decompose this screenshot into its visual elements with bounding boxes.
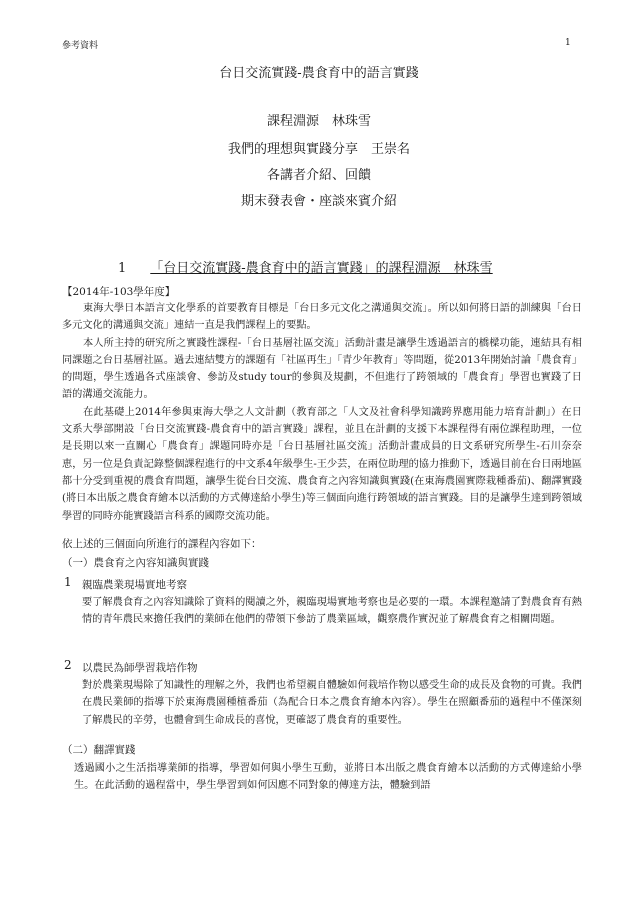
item-title: 親臨農業現場實地考察 (82, 579, 187, 591)
year-label: 【2014年-103學年度】 (62, 286, 176, 298)
section-title: 「台日交流實踐-農食育中的語言實踐」的課程淵源 林珠雪 (150, 261, 493, 276)
paragraph: 本人所主持的研究所之實踐性課程-「台日基層社區交流」活動計畫是讓學生透過語言的橋樑功能，連結具有相同課題之台日基層社區。過去連結雙方的課題有「社區再生」「青少年教育」等問題，從2013年開始討論「農食育」的問題，學生透過各式座談會、參訪及study tour的參與及規劃，不但進行了跨領域的「農食育」學習也實踐了日語的溝通交流能力。 (62, 337, 583, 401)
running-header: 參考資料 (62, 41, 99, 51)
item-number: 1 (64, 575, 72, 589)
part2-body: 透過國小之生活指導業師的指導，學習如何與小學生互動，並將日本出版之農食育繪本以活動的方式傳達給小學生。在此活動的過程當中，學生學習到如何因應不同對象的傳達方法，體驗到語 (74, 763, 582, 792)
body-paragraphs (62, 300, 582, 525)
section-heading (118, 257, 493, 276)
page-number: 1 (565, 38, 571, 48)
part2-label: （二）翻譯實踐 (62, 744, 136, 756)
part1-label: （一）農食育之內容知識與實踐 (62, 557, 209, 569)
item-body: 要了解農食育之內容知識除了資料的閱讀之外，親臨現場實地考察也是必要的一環。本課程邀請了對農食育有熱情的青年農民來擔任我們的業師在他們的帶領下參訪了農業區域，觀察農作實況並了解農食育之相關問題。 (82, 597, 582, 626)
section-number: 1 (118, 261, 127, 276)
intro-line: 依上述的三個面向所進行的課程內容如下： (62, 538, 262, 550)
toc-item: 各講者介紹、回饋 (266, 168, 371, 183)
paragraph: 在此基礎上2014年參與東海大學之人文計劃（教育部之「人文及社會科學知識跨界應用能力培育計劃」）在日文系大學部開設「台日交流實踐-農食育中的語言實踐」課程，並且在計劃的支援下本課程得有兩位課程助理，一位是長期以來一直關心「農食育」課題同時亦是「台日基層社區交流」活動計畫成員的日文系研究所學生-石川奈奈恵，另一位是負責記錄整個課程進行的中文系4年級學生-王少芸，在兩位助理的協力推動下，透過目前在台日兩地區都十分受到重視的農食育問題，讓學生從台日交流、農食育之內容知識與實踐(在東海農園實際栽種番茄)、翻譯實踐(將日本出版之農食育繪本以活動的方式傳達給小學生)等三個面向進行跨領域的語言實踐。目的是讓學生達到跨領域學習的同時亦能實踐語言科系的國際交流功能。 (62, 406, 582, 522)
toc-item: 期末發表會・座談來賓介紹 (240, 194, 397, 209)
item-body: 對於農業現場除了知識性的理解之外，我們也希望親自體驗如何栽培作物以感受生命的成長及食物的可貴。我們在農民業師的指導下於東海農園種植番茄（為配合日本之農食育繪本內容）。學生在照顧番茄的過程中不僅深刻了解農民的辛勞，也體會到生命成長的喜悅，更確認了農食育的重要性。 (82, 680, 582, 726)
toc-item: 課程淵源 林珠雪 (266, 114, 371, 129)
paragraph: 東海大學日本語言文化學系的首要教育目標是「台日多元文化之溝通與交流」。所以如何將日語的訓練與「台日多元文化的溝通與交流」連結一直是我們課程上的要點。 (62, 303, 582, 332)
document-title: 台日交流實踐-農食育中的語言實踐 (219, 66, 419, 81)
item-title: 以農民為師學習栽培作物 (82, 662, 198, 674)
toc-item: 我們的理想與實踐分享 王崇名 (227, 142, 410, 157)
item-number: 2 (64, 658, 72, 672)
